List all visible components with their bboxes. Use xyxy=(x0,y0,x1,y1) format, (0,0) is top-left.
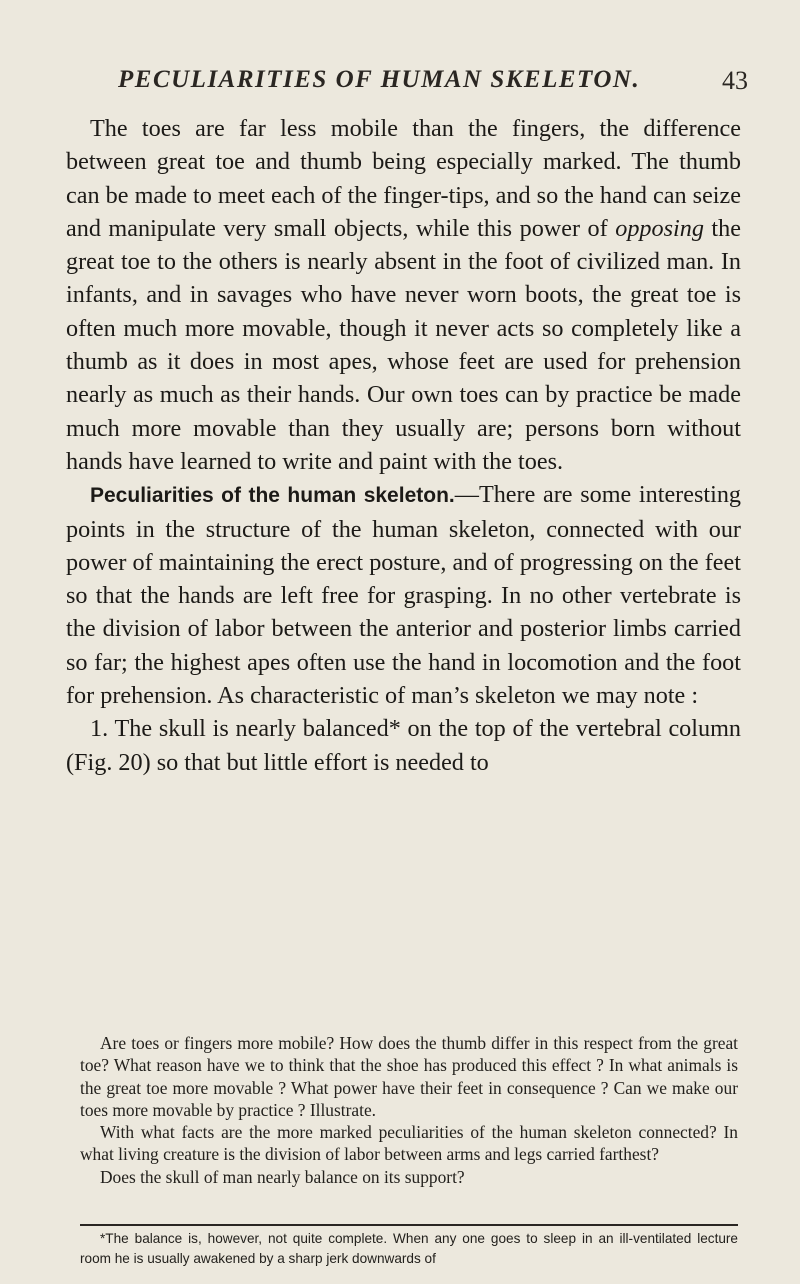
page-number: 43 xyxy=(722,66,748,95)
emphasis-opposing: opposing xyxy=(615,214,704,242)
paragraph-toes-part1: The toes are far less mobile than the fingers, the difference between great toe and thumb being especially marked. The thumb can be made to meet each of the finger-tips, and so the hand can seize and manipulate very small objects, while this power of xyxy=(66,115,741,242)
main-text xyxy=(66,112,741,779)
question-1: Are toes or fingers more mobile? How does the thumb differ in this respect from the great toe? What reason have we to think that the shoe has produced this effect ? In what animals is the great toe more movable ? What power have their feet in consequence ? Can we make our toes more movable by practice ? Illustrate. xyxy=(80,1033,738,1120)
paragraph-skull: 1. The skull is nearly balanced* on the top of the vertebral column (Fig. 20) so that but little effort is needed to xyxy=(66,715,741,776)
footnote-text: *The balance is, however, not quite complete. When any one goes to sleep in an ill-ventilated lecture room he is usually awakened by a sharp jerk downwards of xyxy=(80,1231,738,1266)
section-heading: Peculiarities of the human skeleton. xyxy=(90,484,455,508)
paragraph-skeleton xyxy=(66,478,741,712)
paragraph-toes xyxy=(66,112,741,478)
question-3: Does the skull of man nearly balance on its support? xyxy=(100,1166,465,1187)
footnote xyxy=(80,1229,738,1269)
paragraph-toes-part2: the great toe to the others is nearly absent in the foot of civilized man. In infants, and in savages who have never worn boots, the great toe is often much more movable, though it never acts so completely like a thumb as it does in most apes, whose feet are used for prehension nearly as much as their hands. Our own toes can by practice be made much more movable than they usually are; persons born without hands have learned to write and paint with the toes. xyxy=(66,214,741,475)
page-header xyxy=(0,66,800,106)
paragraph-skeleton-text: —There are some interesting points in the structure of the human skeleton, connected with our power of maintaining the erect posture, and of progressing on the feet so that the hands are left free for grasping. In no other vertebrate is the division of labor between the anterior and posterior limbs carried so far; the highest apes often use the hand in locomotion and the foot for prehension. As characteristic of man’s skeleton we may note : xyxy=(66,481,742,710)
review-questions xyxy=(80,1032,738,1188)
running-head: PECULIARITIES OF HUMAN SKELETON. xyxy=(118,66,641,93)
footnote-divider xyxy=(80,1224,738,1226)
question-2: With what facts are the more marked peculiarities of the human skeleton connected? In what living creature is the division of labor between arms and legs carried farthest? xyxy=(80,1122,738,1165)
